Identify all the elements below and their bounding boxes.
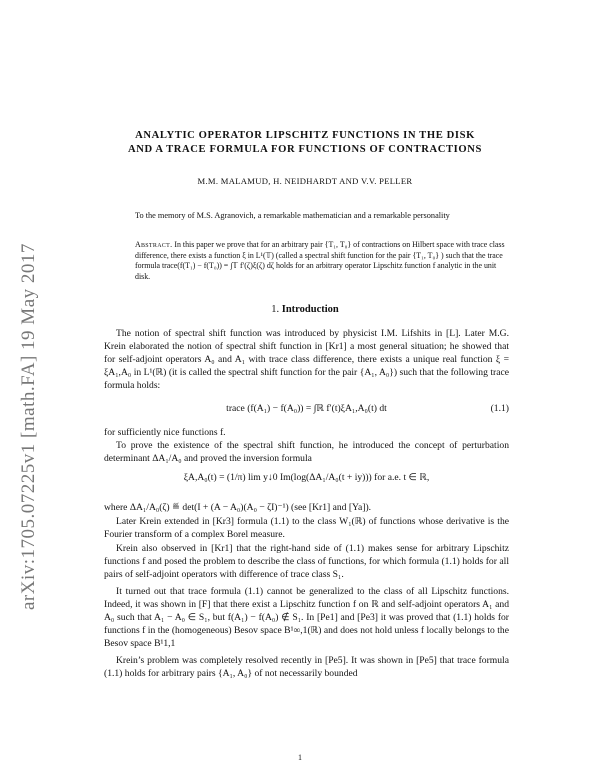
paragraph-1: The notion of spectral shift function was introduced by physicist I.M. Lifshits in [L]. Later M.G. Krein elaborated the notion of spectral shift function in [Kr1] a most general situation; he showed that for self-adjoint operators A₀ and A₁ with trace class difference, there exists a unique real function ξ = ξA₁,A₀ in L¹(ℝ) (it is called the spectral shift function for the pair {A₁, A₀}) such that the following trace formula holds:	[104, 328, 509, 391]
paragraph-4: where ΔA₁/A₀(ζ) ≝ det(I + (A − A₀)(A₀ − ζI)⁻¹) (see [Kr1] and [Ya]).	[104, 502, 372, 513]
abstract-text: In this paper we prove that for an arbitrary pair {T₁, T₀} of contractions on Hilbert space with trace class difference, there exists a function ξ in L¹(𝕋) (called a spectral shift function for the pair {T₁, T₀} ) such that the trace formula trace(f(T₁) − f(T₀)) = ∫𝕋 f′(ζ)ξ(ζ) dζ holds for an arbitrary operator Lipschitz function f analytic in the unit disk.	[135, 240, 505, 281]
dedication: To the memory of M.S. Agranovich, a remarkable mathematician and a remarkable personality	[135, 211, 450, 220]
paper-title-line-2: AND A TRACE FORMULA FOR FUNCTIONS OF CONTRACTIONS	[127, 144, 482, 155]
author-list: M.M. MALAMUD, H. NEIDHARDT AND V.V. PELLER	[197, 176, 413, 186]
equation-1-1-number: (1.1)	[490, 403, 509, 414]
page-number: 1	[298, 753, 302, 762]
section-heading	[100, 304, 510, 315]
equation-inversion	[104, 472, 509, 492]
paragraph-8: Krein’s problem was completely resolved recently in [Pe5]. It was shown in [Pe5] that trace formula (1.1) holds for arbitrary pairs {A₁, A₀} of not necessarily bounded	[104, 655, 509, 679]
paragraph-2: for sufficiently nice functions f.	[104, 427, 226, 438]
paragraph-5: Later Krein extended in [Kr3] formula (1.1) to the class W₁(ℝ) of functions whose derivative is the Fourier transform of a complex Borel measure.	[104, 516, 509, 540]
equation-inversion-body: ξA,A₀(t) = (1/π) lim y↓0 Im(log(ΔA₁/A₀(t + iy))) for a.e. t ∈ ℝ,	[183, 472, 430, 483]
equation-1-1-body: trace (f(A₁) − f(A₀)) = ∫ℝ f′(t)ξA₁,A₀(t) dt	[226, 403, 387, 414]
section-title: Introduction	[281, 304, 339, 315]
equation-1-1	[104, 403, 509, 423]
abstract-label: Abstract.	[135, 240, 173, 249]
paragraph-3: To prove the existence of the spectral shift function, he introduced the concept of perturbation determinant ΔA₁/A₀ and proved the inversion formula	[104, 440, 509, 464]
section-number: 1.	[271, 304, 280, 315]
paragraph-7: It turned out that trace formula (1.1) cannot be generalized to the class of all Lipschitz functions. Indeed, it was shown in [F] that there exist a Lipschitz function f on ℝ and self-adjoint operators A₁ and A₀ such that A₁ − A₀ ∈ S₁, but f(A₁) − f(A₀) ∉ S₁. In [Pe1] and [Pe3] it was proved that (1.1) holds for functions f in the (homogeneous) Besov space B¹∞,1(ℝ) and does not hold unless f locally belongs to the Besov space B¹1,1	[104, 586, 509, 649]
abstract	[135, 240, 507, 282]
arxiv-identifier: arXiv:1705.07225v1 [math.FA] 19 May 2017	[18, 243, 39, 610]
paragraph-6: Krein also observed in [Kr1] that the right-hand side of (1.1) makes sense for arbitrary Lipschitz functions f and posed the problem to describe the class of functions, for which formula (1.1) holds for all pairs of self-adjoint operators with difference of trace class S₁.	[104, 543, 509, 580]
paper-title-line-1: ANALYTIC OPERATOR LIPSCHITZ FUNCTIONS IN THE DISK	[135, 130, 475, 141]
